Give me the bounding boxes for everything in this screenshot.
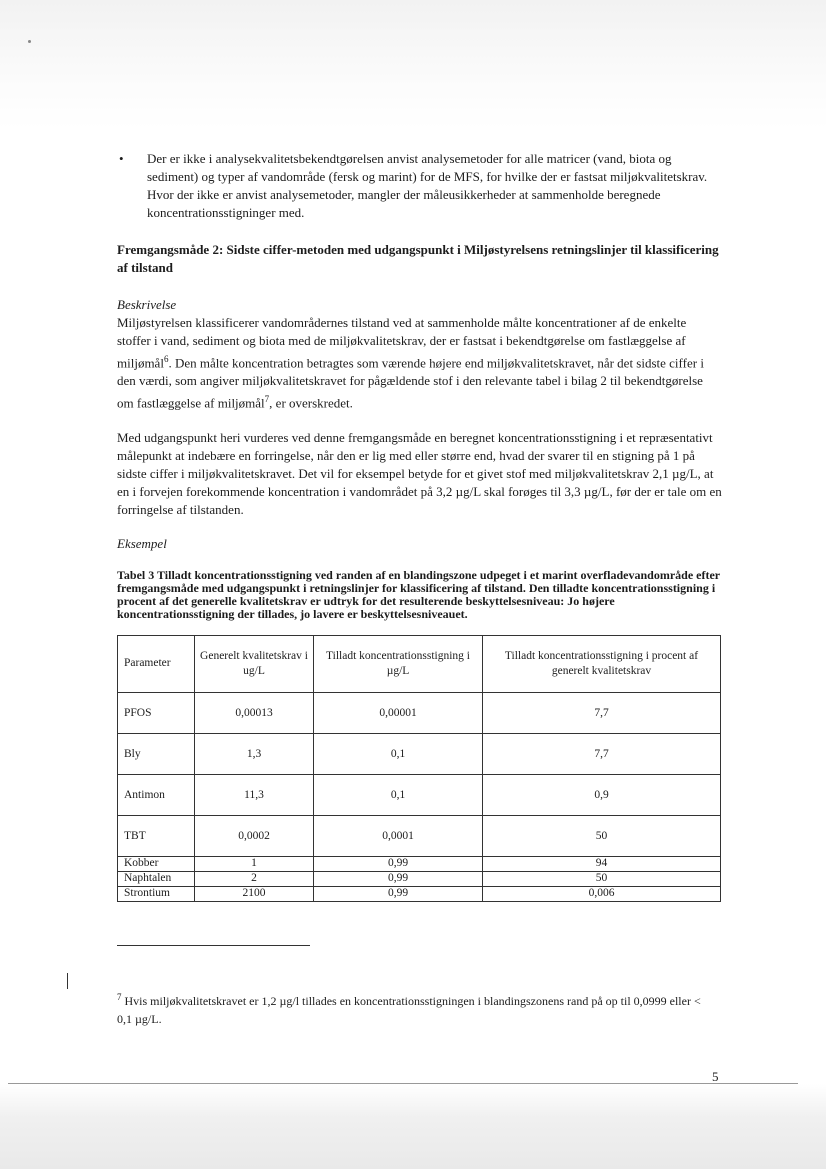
cell-procent: 0,9 <box>483 774 721 815</box>
col-header-procent: Tilladt koncentrationsstigning i procent af generelt kvalitetskrav <box>483 635 721 692</box>
footnote-7 <box>117 988 717 1028</box>
cell-kvalitetskrav: 2 <box>195 871 314 886</box>
table-row <box>118 774 721 815</box>
cell-parameter: Kobber <box>118 856 195 871</box>
cell-parameter: Antimon <box>118 774 195 815</box>
scan-speck <box>28 40 31 43</box>
col-header-tilladt-stigning: Tilladt koncentrationsstigning i µg/L <box>314 635 483 692</box>
cell-kvalitetskrav: 1 <box>195 856 314 871</box>
table-row <box>118 856 721 871</box>
cell-parameter: PFOS <box>118 692 195 733</box>
bullet-item <box>117 150 722 222</box>
col-header-kvalitetskrav: Generelt kvalitetskrav i ug/L <box>195 635 314 692</box>
cell-procent: 7,7 <box>483 733 721 774</box>
cell-parameter: Naphtalen <box>118 871 195 886</box>
cell-tilladt: 0,1 <box>314 774 483 815</box>
footnote-ref-7: 7 <box>264 394 270 405</box>
scan-shading-bottom <box>0 1084 826 1169</box>
cell-parameter: TBT <box>118 815 195 856</box>
footnote-ref-6: 6 <box>163 354 169 364</box>
footnote-separator <box>117 945 310 946</box>
description-paragraph <box>117 314 722 413</box>
cell-kvalitetskrav: 2100 <box>195 886 314 901</box>
table-caption: Tabel 3 Tilladt koncentrationsstigning ved randen af en blandingszone udpeget i et marint overfladevandområde efter fremgangsmåde med udgangspunkt i retningslinjer for klassificering af tilstand. Den tilladte koncentrationsstigning i procent af det generelle kvalitetskrav er udtryk for det resulterende beskyttelsesniveau: Jo højere koncentrationsstigning der tillades, jo lavere er beskyttelsesniveauet. <box>117 567 720 621</box>
footer-rule <box>8 1083 798 1084</box>
cell-procent: 0,006 <box>483 886 721 901</box>
cell-tilladt: 0,00001 <box>314 692 483 733</box>
margin-change-bar <box>67 973 68 989</box>
eksempel-label: Eksempel <box>117 535 167 551</box>
cell-tilladt: 0,99 <box>314 886 483 901</box>
para1-part-b: . Den målte koncentration betragtes som værende højere end miljøkvalitetskravet, når det sidste ciffer i den værdi, som angiver miljøkvalitetskravet for pågældende stof i den relevante tabel i bilag 2 til bekendtgørelse om fastlæggelse af miljømål <box>117 355 704 411</box>
table-row <box>118 692 721 733</box>
cell-kvalitetskrav: 11,3 <box>195 774 314 815</box>
table-header-row <box>118 635 721 692</box>
cell-kvalitetskrav: 0,00013 <box>195 692 314 733</box>
section-heading: Fremgangsmåde 2: Sidste ciffer-metoden med udgangspunkt i Miljøstyrelsens retningslinjer til klassificering af tilstand <box>117 242 719 275</box>
beskrivelse-label: Beskrivelse <box>117 297 177 312</box>
para1-part-c: , er overskredet. <box>269 395 353 411</box>
cell-tilladt: 0,99 <box>314 856 483 871</box>
col-header-parameter: Parameter <box>118 635 195 692</box>
page-content <box>117 150 722 902</box>
table-row <box>118 733 721 774</box>
cell-tilladt: 0,99 <box>314 871 483 886</box>
table-row <box>118 815 721 856</box>
scan-shading-top <box>0 0 826 130</box>
footnote-text: Hvis miljøkvalitetskravet er 1,2 µg/l tillades en koncentrationsstigningen i blandingszonens rand på op til 0,0999 eller < 0,1 µg/L. <box>117 994 701 1026</box>
page-number: 5 <box>712 1069 719 1084</box>
para1-part-a: Miljøstyrelsen klassificerer vandområdernes tilstand ved at sammenholde målte koncentrationer af de enkelte stoffer i vand, sediment og biota med de miljøkvalitetskrav, der er fastsat i bekendtgørelse om fastlæggelse af miljømål <box>117 315 687 371</box>
cell-kvalitetskrav: 0,0002 <box>195 815 314 856</box>
cell-procent: 50 <box>483 871 721 886</box>
cell-parameter: Strontium <box>118 886 195 901</box>
cell-procent: 50 <box>483 815 721 856</box>
cell-procent: 7,7 <box>483 692 721 733</box>
footnote-marker: 7 <box>117 992 122 1002</box>
table-row <box>118 871 721 886</box>
cell-tilladt: 0,0001 <box>314 815 483 856</box>
cell-tilladt: 0,1 <box>314 733 483 774</box>
cell-procent: 94 <box>483 856 721 871</box>
cell-parameter: Bly <box>118 733 195 774</box>
concentration-table <box>117 635 721 902</box>
bullet-dot-icon: • <box>119 151 124 166</box>
method-paragraph: Med udgangspunkt heri vurderes ved denne fremgangsmåde en beregnet koncentrationsstigning i et repræsentativt målepunkt at indebære en forringelse, når den er lig med eller større end, hvad der svarer til en stigning på 1 på sidste ciffer i miljøkvalitetskravet. Det vil for eksempel betyde for et givet stof med miljøkvalitetskrav 2,1 µg/L, at en i forvejen forekommende koncentration i vandområdet på 3,2 µg/L skal forøges til 3,3 µg/L, før der er tale om en forringelse af tilstanden. <box>117 429 722 517</box>
bullet-text: Der er ikke i analysekvalitetsbekendtgørelsen anvist analysemetoder for alle matricer (vand, biota og sediment) og typer af vandområde (fersk og marint) for de MFS, for hvilke der er fastsat miljøkvalitetskrav. Hvor der ikke er anvist analysemetoder, mangler der måleusikkerheder at sammenholde beregnede koncentrationsstigninger med. <box>147 151 708 220</box>
table-row <box>118 886 721 901</box>
cell-kvalitetskrav: 1,3 <box>195 733 314 774</box>
